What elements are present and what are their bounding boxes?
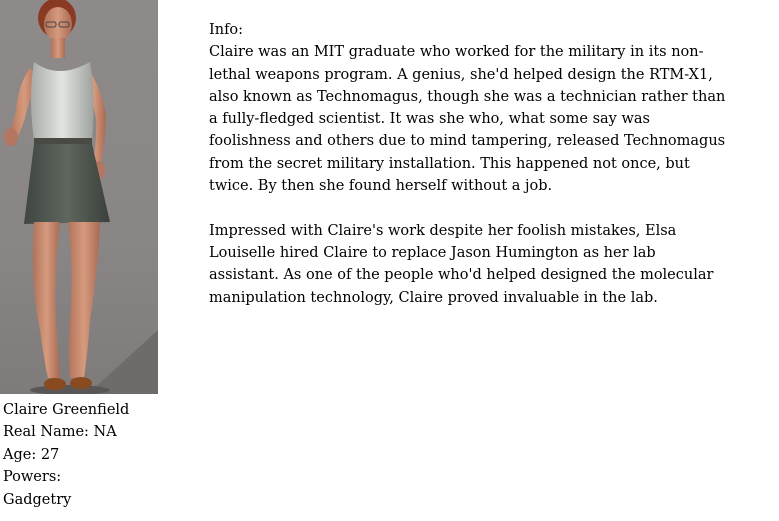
info-label: Info: (209, 22, 244, 38)
info-paragraph-1: Claire was an MIT graduate who worked for the military in its non-lethal weapons program. A genius, she'd helped design the RTM-X1, also known as Technomagus, though she was a technician rather than a fully-fledged scientist. It was she who, what some say was foolishness and others due to mind tampering, released Technomagus from the secret military installation. This happened not once, but twice. By then she found herself without a job. (209, 44, 726, 195)
info-section (209, 19, 729, 309)
real-name: Real Name: NA (3, 424, 117, 441)
character-name: Claire Greenfield (3, 402, 130, 418)
character-stats (3, 399, 173, 511)
info-paragraph-2: Impressed with Claire's work despite her foolish mistakes, Elsa Louiselle hired Claire to replace Jason Humington as her lab assistant. As one of the people who'd helped designed the molecular manipulation technology, Claire proved invaluable in the lab. (209, 222, 714, 306)
powers-value: Gadgetry (3, 491, 72, 508)
character-figure (0, 0, 158, 394)
powers-label: Powers: (3, 469, 62, 486)
character-portrait (0, 0, 158, 394)
age: Age: 27 (3, 446, 60, 463)
